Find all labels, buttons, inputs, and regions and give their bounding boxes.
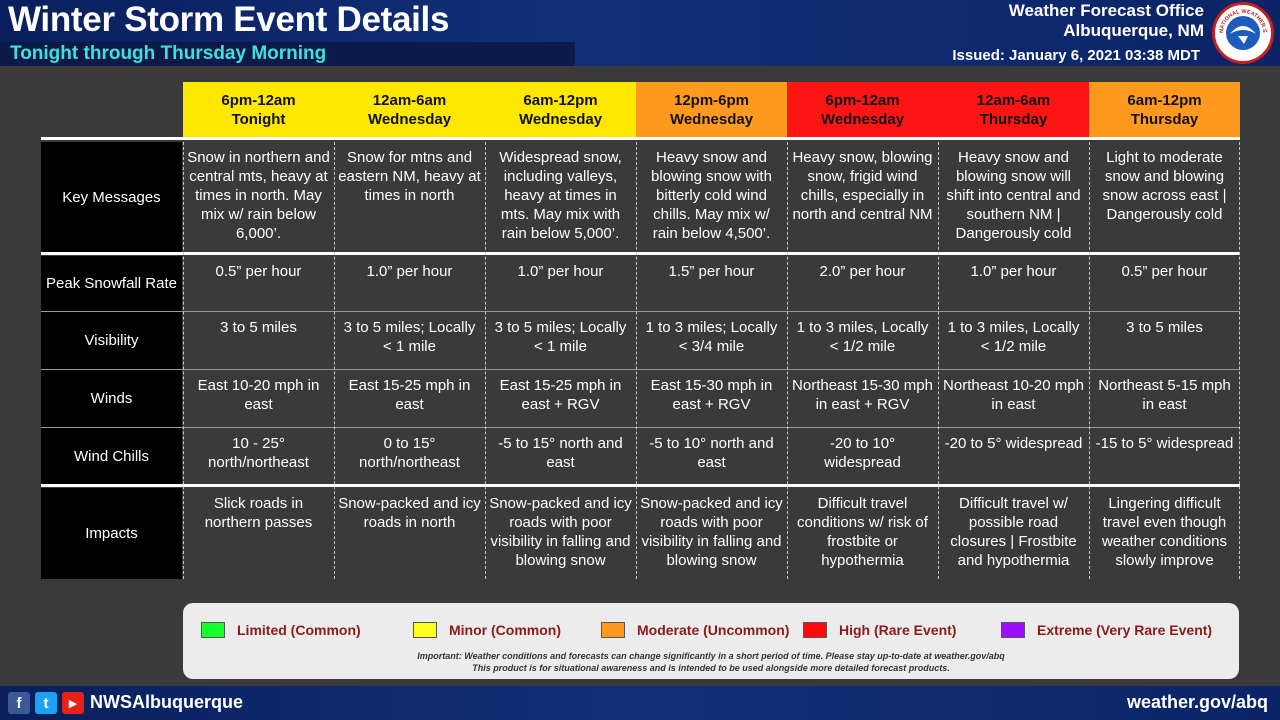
- table-cell: Widespread snow, including valleys, heavy at times in mts. May mix with rain below 5,000’.: [499, 149, 622, 242]
- legend-item: [413, 622, 561, 638]
- issued-timestamp: Issued: January 6, 2021 03:38 MDT: [952, 47, 1200, 64]
- table-cell: Snow in northern and central mts, heavy at times in north. May mix w/ rain below 6,000’.: [187, 149, 330, 242]
- row-divider: [41, 427, 1240, 428]
- logo-text: NATIONAL WEATHER S: [1218, 8, 1268, 34]
- table-cell: East 15-30 mph in east + RGV: [650, 377, 773, 413]
- period-header: [1089, 82, 1240, 138]
- column-divider: [1089, 142, 1090, 579]
- period-header: [787, 82, 938, 138]
- table-cell: 0.5” per hour: [215, 263, 302, 280]
- period-day: Thursday: [1130, 111, 1199, 128]
- legend-label: Limited (Common): [237, 622, 361, 638]
- period-day: Tonight: [231, 111, 286, 128]
- website-link[interactable]: weather.gov/abq: [1126, 692, 1268, 712]
- table-cell: 3 to 5 miles: [220, 319, 297, 336]
- column-divider: [485, 142, 486, 579]
- table-cell: 3 to 5 miles; Locally < 1 mile: [494, 319, 627, 355]
- facebook-icon[interactable]: f: [8, 692, 30, 714]
- table-cell: 1.0” per hour: [366, 263, 453, 280]
- table-cell: Northeast 10-20 mph in east: [943, 377, 1084, 413]
- legend-label: Extreme (Very Rare Event): [1037, 622, 1213, 638]
- table-cell: 1.0” per hour: [970, 263, 1057, 280]
- period-time: 6pm-12am: [221, 92, 296, 109]
- table-cell: 1 to 3 miles, Locally < 1/2 mile: [796, 319, 929, 355]
- table-cell: 0 to 15° north/northeast: [359, 435, 460, 471]
- period-header: [183, 82, 334, 138]
- nws-logo: [1212, 2, 1274, 64]
- table-cell: Snow for mtns and eastern NM, heavy at times in north: [338, 149, 481, 204]
- table-cell: 2.0” per hour: [819, 263, 906, 280]
- period-day: Wednesday: [820, 111, 905, 128]
- row-label: Impacts: [41, 488, 182, 579]
- table-cell: 3 to 5 miles: [1126, 319, 1203, 336]
- nws-logo-icon: [1218, 8, 1268, 58]
- period-time: 12pm-6pm: [673, 92, 750, 109]
- row-divider-thick: [41, 252, 1240, 255]
- social-handle[interactable]: NWSAlbuquerque: [90, 692, 243, 712]
- table-cell: Northeast 15-30 mph in east + RGV: [792, 377, 933, 413]
- period-day: Wednesday: [669, 111, 754, 128]
- footer-bar: [0, 686, 1280, 720]
- row-divider: [41, 311, 1240, 312]
- table-cell: Snow-packed and icy roads with poor visibility in falling and blowing snow: [489, 495, 632, 569]
- legend-item: [601, 622, 789, 638]
- period-day: Wednesday: [367, 111, 452, 128]
- table-cell: Difficult travel w/ possible road closures | Frostbite and hypothermia: [950, 495, 1077, 569]
- table-cell: Difficult travel conditions w/ risk of frostbite or hypothermia: [797, 495, 928, 569]
- page-title: Winter Storm Event Details: [8, 0, 450, 39]
- row-divider: [41, 369, 1240, 370]
- table-cell: East 10-20 mph in east: [197, 377, 320, 413]
- youtube-icon[interactable]: ▶: [62, 692, 84, 714]
- table-cell: -15 to 5° widespread: [1095, 435, 1234, 452]
- legend-label: Minor (Common): [449, 622, 561, 638]
- office-line-1: Weather Forecast Office: [1008, 1, 1204, 20]
- legend-swatch: [413, 622, 437, 638]
- column-divider: [787, 142, 788, 579]
- table-cell: Heavy snow and blowing snow with bitterly cold wind chills. May mix w/ rain below 4,500’.: [651, 149, 772, 242]
- row-label: Wind Chills: [41, 428, 182, 485]
- table-cell: Slick roads in northern passes: [204, 495, 313, 531]
- row-label: Peak Snowfall Rate: [41, 256, 182, 311]
- legend-note-1: Important: Weather conditions and forecasts can change significantly in a short period of time. Please stay up-to-date at weather.gov/abq: [417, 651, 1005, 661]
- office-line-2: Albuquerque, NM: [1063, 21, 1204, 40]
- table-cell: Heavy snow and blowing snow will shift into central and southern NM | Dangerously cold: [946, 149, 1081, 242]
- table-cell: 1.0” per hour: [517, 263, 604, 280]
- legend-label: High (Rare Event): [839, 622, 957, 638]
- impact-legend: [183, 603, 1239, 679]
- table-cell: 1 to 3 miles, Locally < 1/2 mile: [947, 319, 1080, 355]
- table-cell: Light to moderate snow and blowing snow across east | Dangerously cold: [1102, 149, 1227, 223]
- period-header: [485, 82, 636, 138]
- table-cell: -20 to 10° widespread: [824, 435, 901, 471]
- column-divider: [1239, 142, 1240, 579]
- table-cell: 0.5” per hour: [1121, 263, 1208, 280]
- period-time: 12am-6am: [976, 92, 1051, 109]
- table-cell: Northeast 5-15 mph in east: [1098, 377, 1231, 413]
- page-subtitle: Tonight through Thursday Morning: [10, 43, 327, 64]
- column-divider: [636, 142, 637, 579]
- period-header: [334, 82, 485, 138]
- table-cell: Lingering difficult travel even though weather conditions slowly improve: [1101, 495, 1228, 569]
- table-cell: Snow-packed and icy roads with poor visibility in falling and blowing snow: [640, 495, 783, 569]
- row-label: Winds: [41, 370, 182, 427]
- period-time: 6am-12pm: [1127, 92, 1202, 109]
- table-cell: -5 to 15° north and east: [498, 435, 623, 471]
- table-cell: 10 - 25° north/northeast: [208, 435, 309, 471]
- period-time: 12am-6am: [372, 92, 447, 109]
- period-time: 6pm-12am: [825, 92, 900, 109]
- twitter-icon[interactable]: t: [35, 692, 57, 714]
- legend-swatch: [1001, 622, 1025, 638]
- header-banner: [0, 0, 1280, 66]
- legend-swatch: [601, 622, 625, 638]
- table-cell: -20 to 5° widespread: [944, 435, 1083, 452]
- period-header: [636, 82, 787, 138]
- table-cell: Snow-packed and icy roads in north: [338, 495, 481, 531]
- legend-item: [1001, 622, 1212, 638]
- column-divider: [183, 142, 184, 579]
- office-name: [1009, 1, 1204, 41]
- table-cell: Heavy snow, blowing snow, frigid wind chills, especially in north and central NM: [792, 149, 933, 223]
- legend-item: [803, 622, 956, 638]
- period-day: Thursday: [979, 111, 1048, 128]
- column-divider: [334, 142, 335, 579]
- legend-swatch: [201, 622, 225, 638]
- column-divider: [938, 142, 939, 579]
- period-time: 6am-12pm: [523, 92, 598, 109]
- row-divider-thick: [41, 137, 1240, 140]
- period-day: Wednesday: [518, 111, 603, 128]
- row-label: Key Messages: [41, 142, 182, 253]
- table-cell: 3 to 5 miles; Locally < 1 mile: [343, 319, 476, 355]
- legend-swatch: [803, 622, 827, 638]
- table-cell: 1 to 3 miles; Locally < 3/4 mile: [645, 319, 778, 355]
- legend-label: Moderate (Uncommon): [637, 622, 790, 638]
- table-cell: East 15-25 mph in east: [348, 377, 471, 413]
- legend-note-2: This product is for situational awareness and is intended to be used alongside more detailed forecast products.: [472, 663, 950, 673]
- row-divider-thick: [41, 484, 1240, 487]
- table-cell: -5 to 10° north and east: [649, 435, 774, 471]
- row-label: Visibility: [41, 312, 182, 369]
- period-header: [938, 82, 1089, 138]
- legend-item: [201, 622, 361, 638]
- table-cell: 1.5” per hour: [668, 263, 755, 280]
- table-cell: East 15-25 mph in east + RGV: [499, 377, 622, 413]
